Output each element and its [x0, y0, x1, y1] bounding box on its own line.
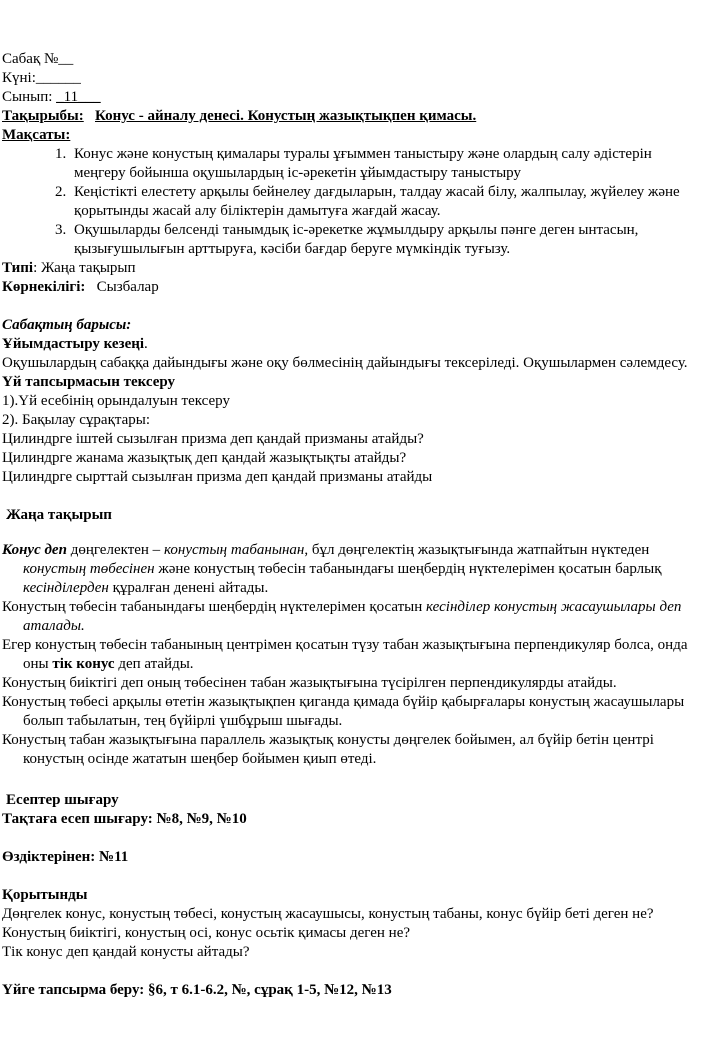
text-run: дөңгелектен – [66, 542, 164, 558]
date-line [2, 69, 692, 88]
generatrix-definition [2, 598, 692, 636]
date-label: Күні: [2, 70, 36, 86]
org-heading: Ұйымдастыру кезеңі [2, 336, 145, 352]
aim-item: 1. Конус және конустың қималары туралы ұғыммен таныстыру және олардың салу әдістерін меңгеру бойынша оқушылардың іс-әрекетін ұйымдастыру таныстыру [70, 145, 692, 183]
visual-label: Көрнекілігі: [2, 279, 86, 295]
text-run: деп атайды. [114, 656, 194, 672]
type-line [2, 259, 692, 278]
term-base: конустың табанынан [163, 542, 305, 558]
conclusion-question: Дөңгелек конус, конустың төбесі, конустың жасаушысы, конустың табаны, конус бүйір беті деген не? [2, 906, 654, 922]
term-segments: кесінділерден [23, 580, 109, 596]
term-cone: Конус деп [2, 542, 67, 558]
term-apex: конустың төбесінен [23, 561, 155, 577]
text-run: Егер конустың төбесін табанының центрімен қосатын түзу табан жазықтығына перпендикуляр болса, онда оны [2, 637, 688, 672]
right-cone-definition [2, 636, 692, 674]
homework-check-item: 1).Үй есебінің орындалуын тексеру [2, 393, 230, 409]
aims-list [2, 145, 692, 259]
class-line [2, 88, 692, 107]
conclusion-question: Тік конус деп қандай конусты айтады? [2, 944, 250, 960]
topic-line [2, 107, 692, 126]
class-value: _11___ [56, 89, 101, 105]
conclusion-question: Конустың биіктігі, конустың осі, конус осьтік қимасы деген не? [2, 925, 411, 941]
visual-line [2, 278, 692, 297]
text-run: құралған денені айтады. [108, 580, 269, 596]
topic-label: Тақырыбы: [2, 108, 84, 124]
aim-item: 3. Оқушыларды белсенді танымдық іс-әрекетке жұмылдыру арқылы пәнге деген ынтасын, қызығушылығын арттыруға, кәсіби бағдар беруге мүмкіндік туғызу. [70, 221, 692, 259]
homework-check-heading: Үй тапсырмасын тексеру [2, 374, 176, 390]
height-definition: Конустың биіктігі деп оның төбесінен табан жазықтығына түсірілген перпендикулярды атайды. [2, 675, 617, 691]
org-text: Оқушылардың сабаққа дайындығы және оқу бөлмесінің дайындығы тексеріледі. Оқушылармен сәлемдесу. [2, 355, 688, 371]
text-run: Конустың төбесін табанындағы шеңбердің нүктелерімен қосатын [2, 599, 427, 615]
cone-definition [2, 541, 692, 598]
topic-text: Конус - айналу денесі. Конустың жазықтықпен қимасы. [95, 108, 477, 124]
lesson-number: Сабақ №__ [2, 51, 74, 67]
homework-assignment: Үйге тапсырма беру: §6, т 6.1-6.2, №, сұрақ 1-5, №12, №13 [2, 982, 392, 998]
control-question: Цилиндрге жанама жазықтық деп қандай жазықтықты атайды? [2, 450, 407, 466]
term-right-cone: тік конус [52, 656, 115, 672]
aims-label: Мақсаты: [2, 127, 71, 143]
visual-value: Сызбалар [96, 279, 159, 295]
homework-check-item: 2). Бақылау сұрақтары: [2, 412, 151, 428]
self-problems: Өздіктерінен: №11 [2, 849, 129, 865]
type-label: Типі [2, 260, 34, 276]
axial-section-text: Конустың төбесі арқылы өтетін жазықтықпен қиганда қимада бүйір қабырғалары конустың жасаушылары болып табылатын, тең бүйірлі үшбұрыш шығады. [2, 694, 685, 729]
text-run: , бұл дөңгелектің жазықтығында жатпайтын нүктеден [304, 542, 650, 558]
problems-heading: Есептер шығару [6, 792, 119, 808]
board-problems: Тақтаға есеп шығару: №8, №9, №10 [2, 811, 247, 827]
org-heading-line: Ұйымдастыру кезеңі. [2, 336, 148, 352]
aim-item: 2. Кеңістікті елестету арқылы бейнелеу дағдыларын, талдау жасай білу, жалпылау, жүйелеу және қорытынды жасай алу біліктерін дамытуға жағдай жасау. [70, 183, 692, 221]
new-topic-heading: Жаңа тақырып [6, 507, 112, 523]
class-label: Сынып: [2, 89, 53, 105]
text-run: және конустың төбесін табанындағы шеңбердің нүктелерімен қосатын барлық [154, 561, 662, 577]
parallel-section-text: Конустың табан жазықтығына параллель жазықтық конусты дөңгелек бойымен, ал бүйір бетін центрі конустың осінде жататын шеңбер бойымен қиып өтеді. [2, 732, 654, 767]
term-generatrix: кесінділер конустың жасаушылары деп аталады. [23, 599, 682, 634]
control-question: Цилиндрге сырттай сызылған призма деп қандай призманы атайды [2, 469, 433, 485]
progress-heading: Сабақтың барысы: [2, 317, 132, 333]
date-blank: ______ [35, 70, 81, 86]
conclusion-heading: Қорытынды [2, 887, 88, 903]
type-value: : Жаңа тақырып [33, 260, 136, 276]
control-question: Цилиндрге іштей сызылған призма деп қандай призманы атайды? [2, 431, 424, 447]
